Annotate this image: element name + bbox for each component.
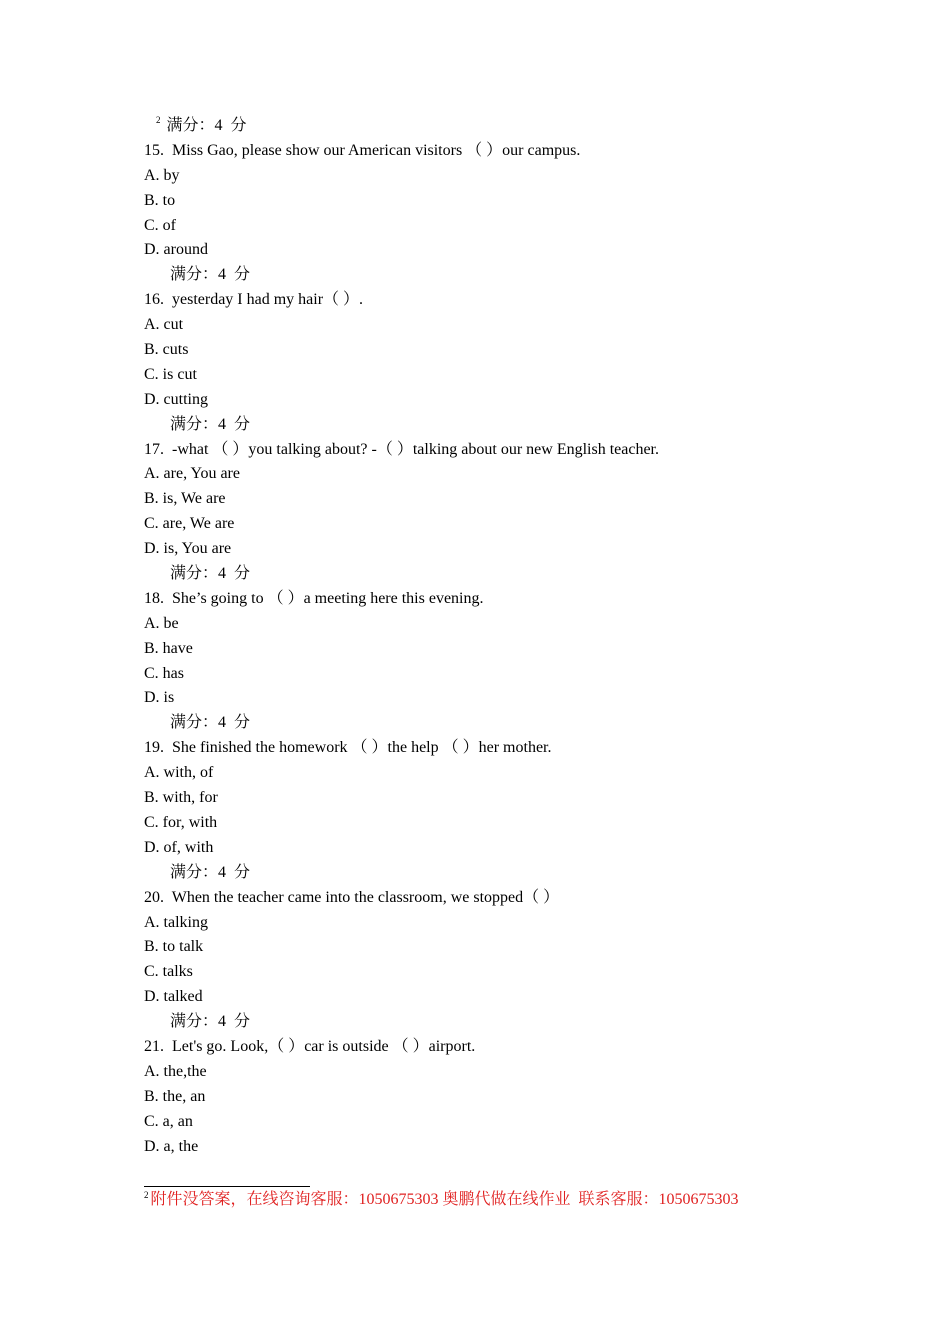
answer-option: C. has (144, 664, 184, 682)
answer-option: D. talked (144, 988, 203, 1006)
score-line (144, 114, 844, 139)
question-stem: 15. Miss Gao, please show our American visitors （ ）our campus. (144, 141, 581, 159)
answer-option: D. cutting (144, 390, 208, 408)
answer-option: A. are, You are (144, 465, 240, 483)
footnote-divider (144, 1186, 310, 1187)
answer-option: B. have (144, 639, 193, 657)
score-line: 满分：4 分 (170, 714, 251, 732)
answer-option: A. by (144, 166, 180, 184)
answer-option: A. be (144, 614, 179, 632)
answer-option: D. around (144, 241, 208, 259)
score-line: 满分：4 分 (170, 1013, 251, 1031)
question-stem: 19. She finished the homework （ ）the help （ ）her mother. (144, 739, 552, 757)
answer-option: C. talks (144, 963, 193, 981)
answer-option: D. a, the (144, 1137, 199, 1155)
document-page (144, 114, 844, 1159)
answer-option: C. a, an (144, 1112, 193, 1130)
answer-option: A. the,the (144, 1062, 207, 1080)
question-stem: 21. Let's go. Look,（ ）car is outside （ ）airport. (144, 1037, 476, 1055)
footnote-text: 附件没答案，在线咨询客服：1050675303 奥鹏代做在线作业 联系客服：1050675303 (150, 1191, 739, 1208)
answer-option: D. is, You are (144, 540, 232, 558)
question-stem: 16. yesterday I had my hair（ ）. (144, 291, 364, 309)
footnote (144, 1188, 739, 1212)
answer-option: C. for, with (144, 813, 218, 831)
question-stem: 18. She’s going to （ ）a meeting here this evening. (144, 589, 484, 607)
answer-option: B. cuts (144, 341, 189, 359)
answer-option: A. with, of (144, 764, 214, 782)
answer-option: B. with, for (144, 789, 218, 807)
answer-option: A. cut (144, 316, 184, 334)
answer-option: A. talking (144, 913, 208, 931)
answer-option: B. to (144, 191, 176, 209)
question-stem: 20. When the teacher came into the classroom, we stopped（ ） (144, 888, 560, 906)
answer-option: B. the, an (144, 1087, 206, 1105)
answer-option: B. to talk (144, 938, 204, 956)
score-line: 满分：4 分 (170, 565, 251, 583)
answer-option: D. of, with (144, 838, 214, 856)
answer-option: C. is cut (144, 365, 197, 383)
answer-option: C. of (144, 216, 176, 234)
score-line: 满分：4 分 (170, 266, 251, 284)
question-stem: 17. -what （ ）you talking about? -（ ）talking about our new English teacher. (144, 440, 660, 458)
question-list (144, 139, 844, 1160)
score-line: 满分：4 分 (170, 863, 251, 881)
answer-option: B. is, We are (144, 490, 226, 508)
answer-option: D. is (144, 689, 175, 707)
footnote-number: 2 (144, 1190, 149, 1200)
answer-option: C. are, We are (144, 515, 235, 533)
footnote-marker[interactable]: 2 (156, 115, 161, 125)
score-text: 满分：4 分 (166, 117, 247, 134)
score-line: 满分：4 分 (170, 415, 251, 433)
